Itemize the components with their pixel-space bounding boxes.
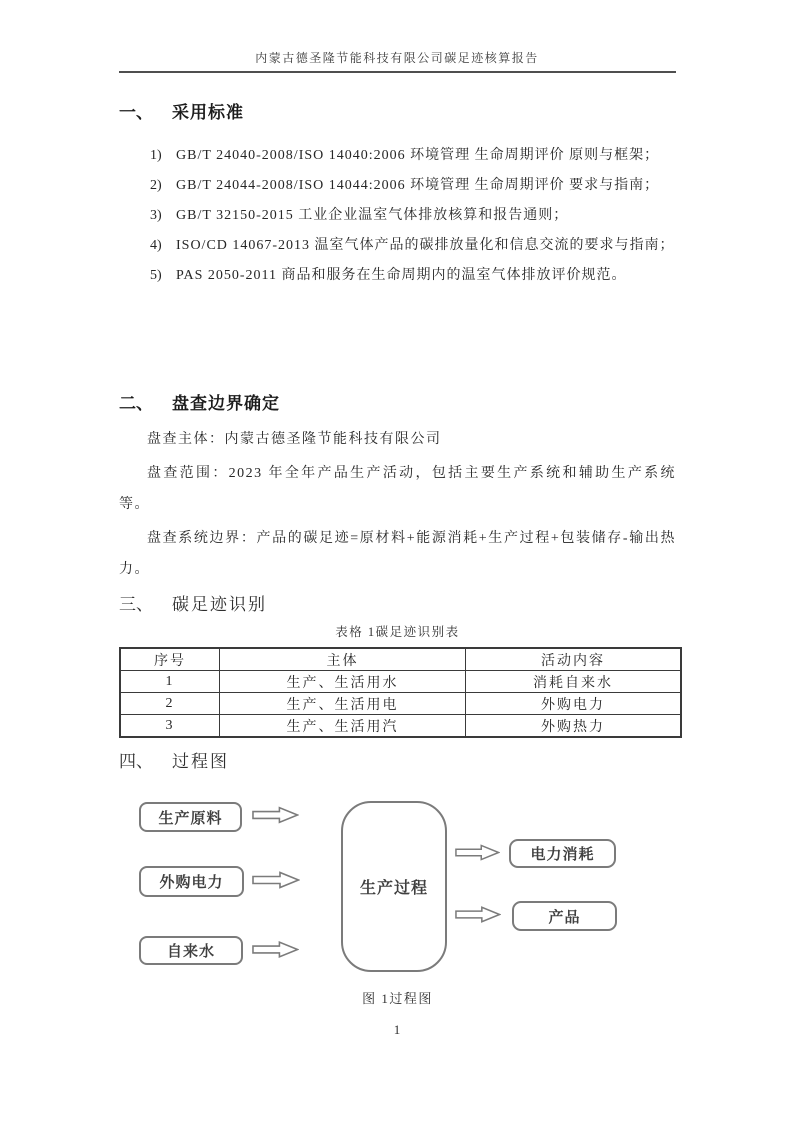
section-number: 三、 xyxy=(119,595,153,614)
column-header-activity: 活动内容 xyxy=(466,648,682,671)
section-number: 四、 xyxy=(119,752,153,771)
section-title: 盘查边界确定 xyxy=(172,394,280,413)
diagram-input-tap-water: 自来水 xyxy=(139,936,243,965)
diagram-process-box: 生产过程 xyxy=(341,801,447,972)
list-item-text: PAS 2050-2011 商品和服务在生命周期内的温室气体排放评价规范。 xyxy=(176,268,627,283)
list-item xyxy=(119,231,676,261)
section-title: 采用标准 xyxy=(172,103,244,122)
section-heading-identification xyxy=(119,593,267,617)
table-header-row xyxy=(120,648,681,671)
section-title: 过程图 xyxy=(172,752,229,771)
cell-activity: 外购热力 xyxy=(466,715,682,738)
section-number: 一、 xyxy=(119,103,153,122)
cell-subject: 生产、生活用汽 xyxy=(220,715,466,738)
paragraph-scope: 盘查范围：2023 年全年产品生产活动，包括主要生产系统和辅助生产系统等。 xyxy=(119,466,676,512)
right-arrow-icon xyxy=(455,905,501,924)
list-item xyxy=(119,261,676,291)
right-arrow-icon xyxy=(252,806,299,824)
column-header-subject: 主体 xyxy=(220,648,466,671)
paragraph-subject: 盘查主体：内蒙古德圣隆节能科技有限公司 xyxy=(147,432,442,447)
header-rule xyxy=(119,71,676,73)
list-item-number: 2) xyxy=(150,178,162,193)
list-item-text: GB/T 32150-2015 工业企业温室气体排放核算和报告通则； xyxy=(176,208,569,223)
standards-list xyxy=(119,141,676,291)
cell-no: 1 xyxy=(120,671,220,693)
diagram-input-purchased-electricity: 外购电力 xyxy=(139,866,244,897)
column-header-no: 序号 xyxy=(120,648,220,671)
list-item xyxy=(119,171,676,201)
list-item-number: 1) xyxy=(150,148,162,163)
cell-subject: 生产、生活用水 xyxy=(220,671,466,693)
cell-no: 2 xyxy=(120,693,220,715)
list-item-text: ISO/CD 14067-2013 温室气体产品的碳排放量化和信息交流的要求与指南； xyxy=(176,238,675,253)
page-number: 1 xyxy=(393,1022,401,1037)
boundary-paragraphs xyxy=(119,424,676,585)
figure-caption: 图 1过程图 xyxy=(362,991,433,1006)
right-arrow-icon xyxy=(252,871,300,889)
table-row xyxy=(120,671,681,693)
cell-no: 3 xyxy=(120,715,220,738)
page-header-title: 内蒙古德圣隆节能科技有限公司碳足迹核算报告 xyxy=(255,51,539,65)
table-caption: 表格 1碳足迹识别表 xyxy=(335,625,460,639)
footprint-identification-table xyxy=(119,647,682,738)
section-heading-standards xyxy=(119,101,244,125)
section-heading-boundary xyxy=(119,392,280,416)
table-row xyxy=(120,715,681,738)
list-item-number: 4) xyxy=(150,238,162,253)
list-item-text: GB/T 24040-2008/ISO 14040:2006 环境管理 生命周期评价 原则与框架； xyxy=(176,148,660,163)
section-heading-process-diagram xyxy=(119,750,229,774)
list-item-number: 5) xyxy=(150,268,162,283)
paragraph-system-boundary: 盘查系统边界：产品的碳足迹=原材料+能源消耗+生产过程+包装储存-输出热力。 xyxy=(119,531,676,577)
section-number: 二、 xyxy=(119,394,153,413)
right-arrow-icon xyxy=(252,940,299,959)
list-item-text: GB/T 24044-2008/ISO 14044:2006 环境管理 生命周期评价 要求与指南； xyxy=(176,178,660,193)
list-item xyxy=(119,201,676,231)
cell-activity: 消耗自来水 xyxy=(466,671,682,693)
diagram-output-electricity-consumption: 电力消耗 xyxy=(509,839,616,868)
list-item xyxy=(119,141,676,171)
diagram-output-product: 产品 xyxy=(512,901,617,931)
cell-activity: 外购电力 xyxy=(466,693,682,715)
list-item-number: 3) xyxy=(150,208,162,223)
table-row xyxy=(120,693,681,715)
section-title: 碳足迹识别 xyxy=(172,595,267,614)
right-arrow-icon xyxy=(455,843,500,862)
cell-subject: 生产、生活用电 xyxy=(220,693,466,715)
diagram-input-raw-materials: 生产原料 xyxy=(139,802,242,832)
